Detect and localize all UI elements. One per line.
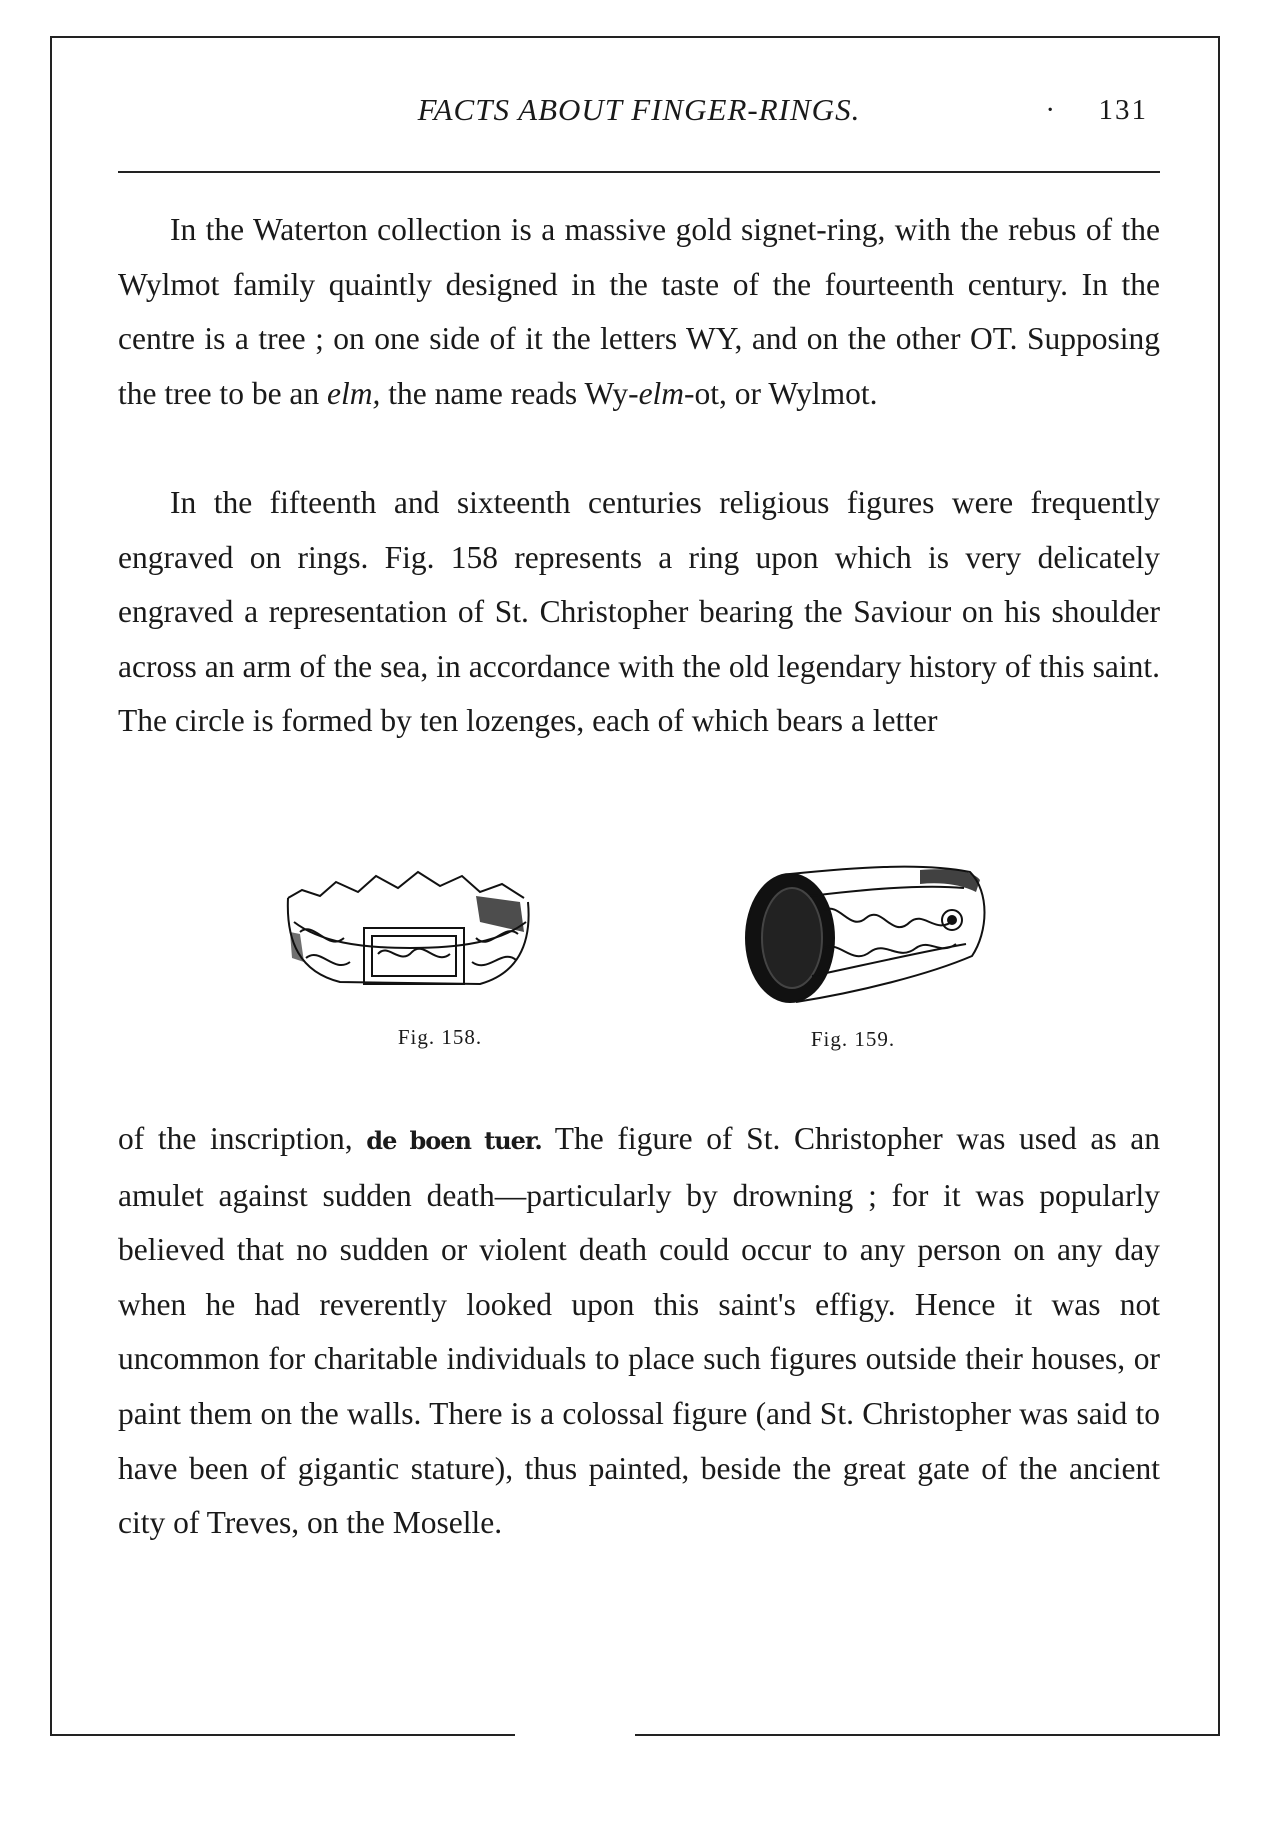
header-rule xyxy=(118,171,1160,173)
figure-158-caption: Fig. 158. xyxy=(397,1025,483,1049)
page-header xyxy=(118,92,1160,142)
paragraph-inscription xyxy=(118,1112,1160,1551)
figure-159-ring-illustration xyxy=(740,862,990,1012)
italic-elm: elm, xyxy=(327,375,381,411)
header-separator: · xyxy=(1045,94,1055,126)
ring-158-drawing xyxy=(280,862,540,1012)
figure-159-caption: Fig. 159. xyxy=(810,1027,896,1051)
paragraph-text: In the Waterton collection is a massive gold signet-ring, with the rebus of the Wylmot family quaintly designed in the taste of the fourteenth century. In the centre is a tree ; on one side of it the letters WY, and on the other OT. Supposing the tree to be an xyxy=(118,212,1160,411)
paragraph-text: The figure of St. Christopher was used as an amulet against sudden death—particularly by drowning ; for it was popularly believed that no sudden or violent death could occur to any person on any day when he had reverently looked upon this saint's effigy. Hence it was not uncommon for charitable individuals to place such figures outside their houses, or paint them on the walls. There is a colossal figure (and St. Christopher was said to have been of gigantic stature), thus painted, beside the great gate of the ancient city of Treves, on the Moselle. xyxy=(118,1121,1160,1541)
paragraph-text: of the inscription, xyxy=(118,1121,367,1156)
page-number: 131 xyxy=(1098,94,1148,126)
italic-elm-inline: elm xyxy=(638,375,685,411)
figure-158-ring-illustration xyxy=(280,862,540,1012)
paragraph-waterton xyxy=(118,203,1160,421)
paragraph-text: -ot, or Wylmot. xyxy=(684,375,878,411)
paragraph-religious-figures xyxy=(118,476,1160,749)
blackletter-inscription: de boen tuer. xyxy=(366,1126,542,1155)
ring-159-drawing xyxy=(740,862,990,1012)
border-gap xyxy=(515,1727,635,1741)
paragraph-text: the name reads Wy- xyxy=(380,375,639,411)
running-title: FACTS ABOUT FINGER-RINGS. xyxy=(417,92,861,127)
paragraph-text: In the fifteenth and sixteenth centuries religious figures were frequently engraved on rings. Fig. 158 represents a ring upon which is very delicately engraved a representation of St. Christopher bearing the Saviour on his shoulder across an arm of the sea, in accordance with the old legendary history of this saint. The circle is formed by ten lozenges, each of which bears a letter xyxy=(118,485,1160,739)
